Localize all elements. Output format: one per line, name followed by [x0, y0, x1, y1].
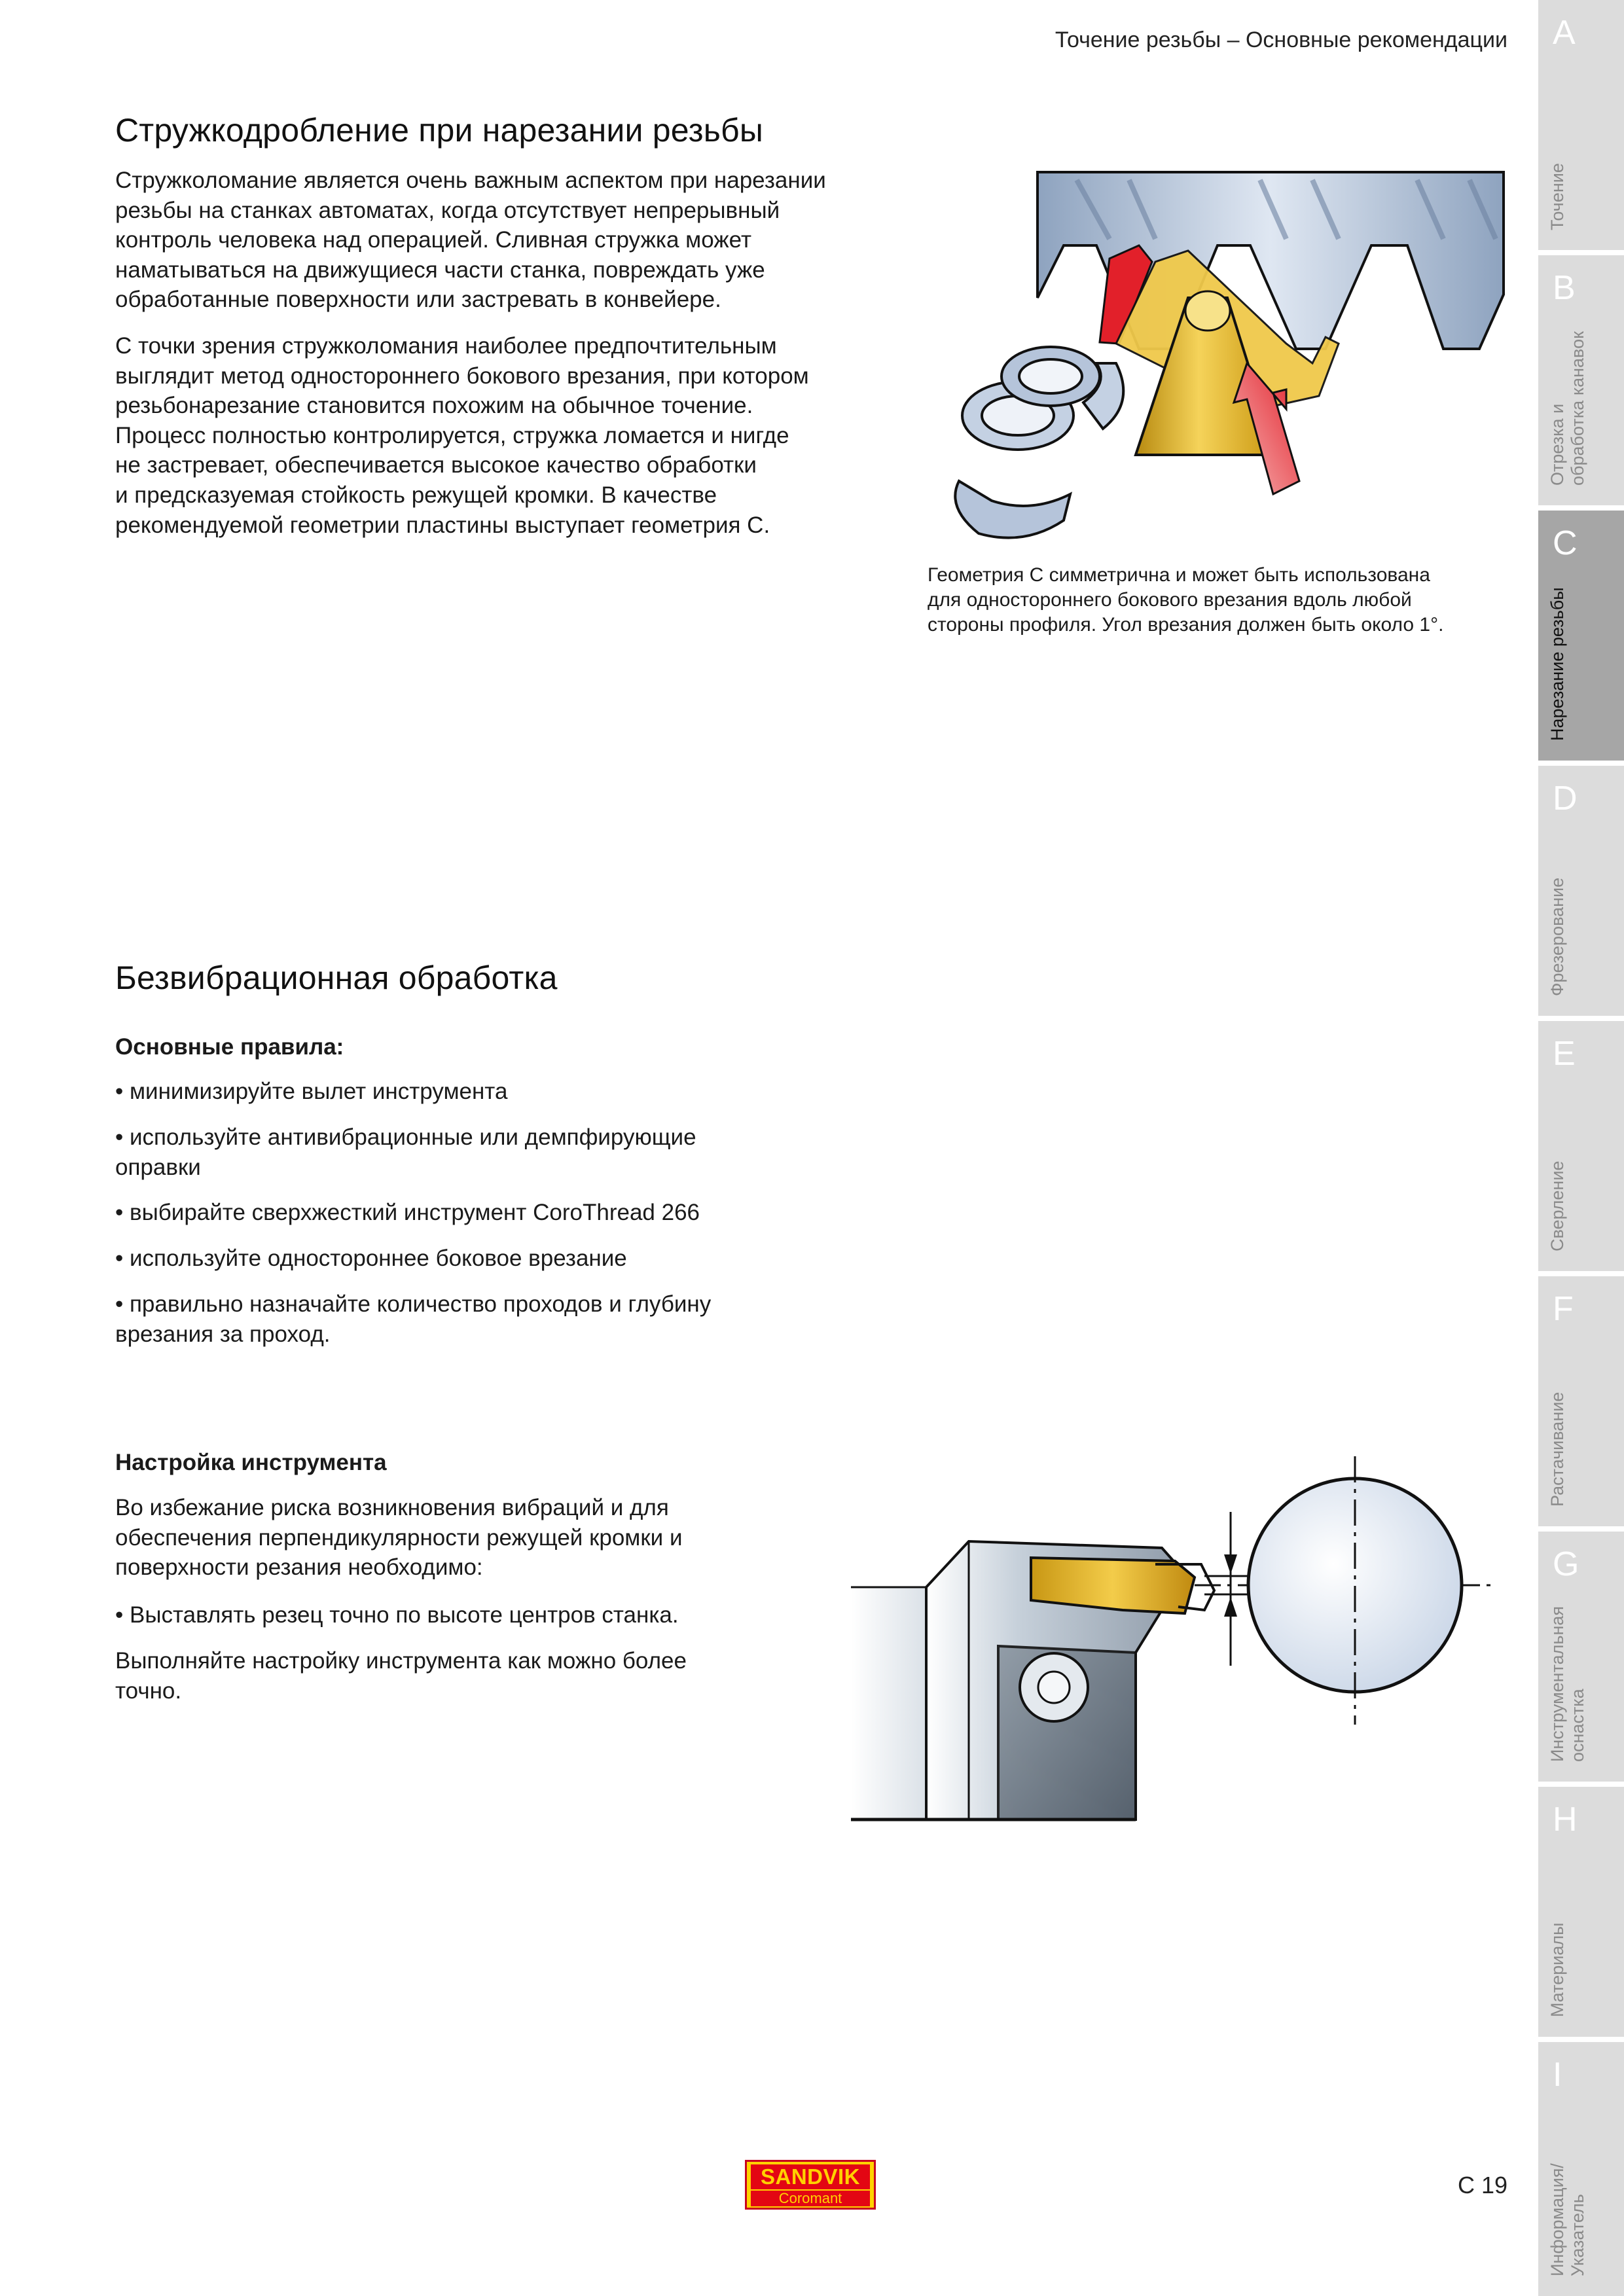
setup-paragraph	[115, 1493, 683, 1583]
sidebar-tab-g[interactable]	[1538, 1532, 1624, 1782]
section-title-vibration-free: Безвибрационная обработка	[115, 960, 558, 996]
text-line: выглядит метод одностороннего бокового врезания, при котором	[115, 363, 809, 389]
tab-letter: D	[1553, 780, 1578, 817]
bullet-line: врезания за проход.	[115, 1321, 331, 1347]
bullet-line: • минимизируйте вылет инструмента	[115, 1079, 508, 1104]
bullet-item	[115, 1198, 700, 1228]
tab-letter: E	[1553, 1035, 1576, 1073]
tab-label-line: оснастка	[1568, 1689, 1587, 1762]
rules-heading: Основные правила:	[115, 1034, 344, 1060]
sidebar-tab-c[interactable]	[1538, 511, 1624, 761]
setup-paragraph-2	[115, 1646, 687, 1706]
tab-letter: I	[1553, 2056, 1562, 2094]
tab-letter: F	[1553, 1290, 1574, 1328]
text-line: точно.	[115, 1677, 182, 1704]
sidebar-tab-i[interactable]	[1538, 2042, 1624, 2296]
text-line: обработанные поверхности или застревать в конвейере.	[115, 287, 721, 313]
sidebar-tab-e[interactable]	[1538, 1021, 1624, 1271]
tab-letter: A	[1553, 14, 1576, 52]
page-header: Точение резьбы – Основные рекомендации	[1055, 27, 1507, 52]
logo-wordmark: SANDVIK	[751, 2164, 870, 2189]
setup-bullet: • Выставлять резец точно по высоте центров станка.	[115, 1602, 679, 1628]
text-line: контроль человека над операцией. Сливная стружка может	[115, 227, 752, 253]
bullet-item	[115, 1244, 627, 1274]
tab-label-line: Материалы	[1547, 1922, 1567, 2017]
tool-setup-illustration	[848, 1450, 1502, 1829]
figure-caption-geometry-c	[928, 563, 1517, 637]
sidebar-tab-f[interactable]	[1538, 1276, 1624, 1526]
text-line: не застревает, обеспечивается высокое качество обработки	[115, 452, 757, 478]
bullet-line: • используйте одностороннее боковое врезание	[115, 1246, 627, 1271]
sandvik-coromant-logo	[745, 2160, 876, 2210]
section-title-chip-breaking: Стружкодробление при нарезании резьбы	[115, 112, 764, 149]
page-number: C 19	[1457, 2172, 1507, 2198]
bullet-item	[115, 1122, 696, 1182]
paragraph-chip-breaking-1	[115, 166, 826, 315]
tab-label-line: Нарезание резьбы	[1547, 587, 1567, 741]
paragraph-chip-breaking-2	[115, 331, 809, 540]
caption-line: для одностороннего бокового врезания вдоль любой	[928, 589, 1412, 611]
tab-label-line: Инструментальная	[1547, 1605, 1567, 1762]
caption-line: Геометрия C симметрична и может быть использована	[928, 564, 1430, 586]
tab-label-line: Отрезка и	[1547, 403, 1567, 486]
bullet-line: оправки	[115, 1154, 201, 1180]
text-line: рекомендуемой геометрии пластины выступает геометрия C.	[115, 512, 770, 538]
sidebar-tab-h[interactable]	[1538, 1787, 1624, 2037]
tab-label-line: Растачивание	[1547, 1391, 1567, 1507]
text-line: и предсказуемая стойкость режущей кромки. В качестве	[115, 482, 717, 508]
text-line: поверхности резания необходимо:	[115, 1554, 483, 1581]
tab-label-line: Сверление	[1547, 1160, 1567, 1251]
tab-label-line: Информация/	[1547, 2163, 1567, 2276]
tab-label-line: Точение	[1547, 163, 1567, 230]
section-sidebar	[1538, 0, 1624, 2296]
bullet-item	[115, 1077, 507, 1107]
tab-letter: B	[1553, 269, 1576, 307]
tab-label-line: Указатель	[1568, 2194, 1587, 2276]
text-line: наматываться на движущиеся части станка, повреждать уже	[115, 257, 765, 283]
text-line: Процесс полностью контролируется, стружка ломается и нигде	[115, 422, 789, 448]
tab-label-line: обработка канавок	[1568, 331, 1587, 486]
sidebar-tab-d[interactable]	[1538, 766, 1624, 1016]
logo-subtitle: Coromant	[751, 2191, 870, 2206]
sidebar-tab-b[interactable]	[1538, 255, 1624, 505]
sidebar-tab-a[interactable]	[1538, 0, 1624, 250]
bullet-item	[115, 1289, 711, 1349]
text-line: резьбы на станках автоматах, когда отсутствует непрерывный	[115, 197, 780, 223]
text-line: Во избежание риска возникновения вибраций и для	[115, 1495, 669, 1520]
bullet-line: • выбирайте сверхжесткий инструмент CoroThread 266	[115, 1200, 700, 1225]
setup-heading: Настройка инструмента	[115, 1450, 387, 1475]
tab-letter: G	[1553, 1545, 1579, 1583]
bullet-line: • используйте антивибрационные или демпфирующие	[115, 1124, 696, 1150]
caption-line: стороны профиля. Угол врезания должен быть около 1°.	[928, 614, 1444, 636]
bullet-line: • правильно назначайте количество проходов и глубину	[115, 1291, 712, 1317]
tab-label-line: Фрезерование	[1547, 877, 1567, 996]
thread-chip-illustration	[920, 167, 1509, 547]
text-line: обеспечения перпендикулярности режущей кромки и	[115, 1524, 683, 1551]
text-line: резьбонарезание становится похожим на обычное точение.	[115, 393, 753, 419]
tab-letter: H	[1553, 1801, 1578, 1839]
tab-letter: C	[1553, 524, 1578, 562]
text-line: С точки зрения стружколомания наиболее предпочтительным	[115, 333, 777, 359]
text-line: Выполняйте настройку инструмента как можно более	[115, 1648, 687, 1674]
text-line: Стружколомание является очень важным аспектом при нарезании	[115, 168, 826, 193]
